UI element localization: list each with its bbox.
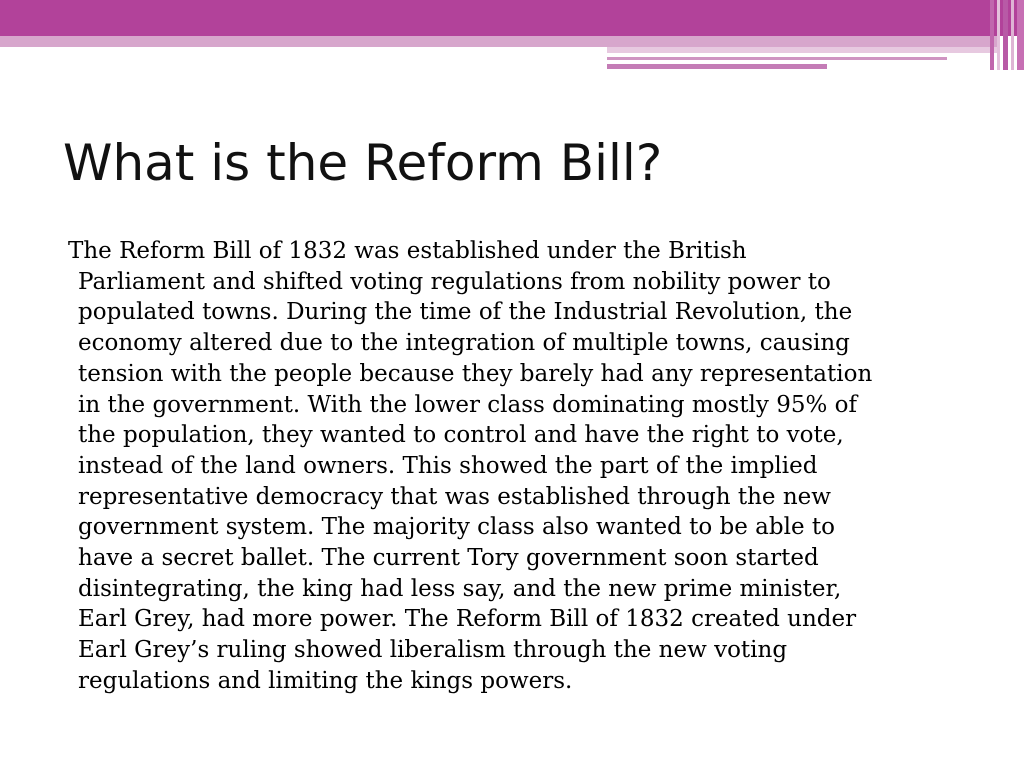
body-line: representative democracy that was established through the new (78, 483, 831, 510)
body-line: disintegrating, the king had less say, and the new prime minister, (78, 575, 842, 602)
body-line: in the government. With the lower class dominating mostly 95% of (78, 391, 858, 418)
decorative-stripe (997, 0, 1000, 70)
decorative-stripe (1003, 0, 1008, 70)
slide-body (68, 236, 978, 697)
slide-title: What is the Reform Bill? (63, 134, 663, 192)
body-line: populated towns. During the time of the Industrial Revolution, the (78, 299, 853, 326)
body-line: economy altered due to the integration of multiple towns, causing (78, 330, 850, 357)
body-line: regulations and limiting the kings powers. (78, 667, 573, 694)
decorative-line (607, 57, 947, 60)
top-banner-accent-small (607, 47, 1000, 53)
body-line: Parliament and shifted voting regulations from nobility power to (78, 268, 831, 295)
body-line: government system. The majority class also wanted to be able to (78, 514, 835, 541)
body-line: Earl Grey, had more power. The Reform Bill of 1832 created under (78, 606, 857, 633)
decorative-stripe (990, 0, 994, 70)
decorative-line (607, 64, 827, 69)
body-line: tension with the people because they barely had any representation (78, 360, 873, 387)
body-line: have a secret ballet. The current Tory government soon started (78, 545, 819, 572)
decorative-stripe (1017, 0, 1024, 70)
decorative-stripe (1011, 0, 1014, 70)
body-line: The Reform Bill of 1832 was established under the British (68, 238, 747, 264)
body-line: the population, they wanted to control and have the right to vote, (78, 422, 844, 449)
body-line: Earl Grey’s ruling showed liberalism through the new voting (78, 637, 788, 664)
body-line: instead of the land owners. This showed the part of the implied (78, 452, 818, 479)
top-banner (0, 0, 1024, 36)
top-banner-accent (0, 36, 1000, 47)
